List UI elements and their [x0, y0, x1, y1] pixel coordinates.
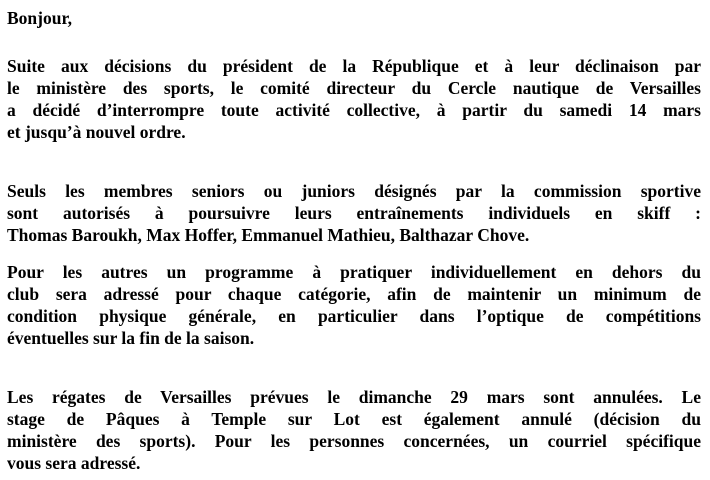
paragraph-suspension — [7, 55, 701, 143]
paragraph-authorized-members — [7, 180, 701, 246]
paragraph-line: Thomas Baroukh, Max Hoffer, Emmanuel Mathieu, Balthazar Chove. — [7, 225, 530, 245]
paragraph-line: Les régates de Versailles prévues le dimanche 29 mars sont annulées. Le — [7, 387, 701, 407]
paragraph-training-program — [7, 261, 701, 349]
paragraph-line: Seuls les membres seniors ou juniors désignés par la commission sportive — [7, 181, 701, 201]
greeting: Bonjour, — [7, 8, 73, 28]
paragraph-line: et jusqu’à nouvel ordre. — [7, 122, 186, 142]
paragraph-line: stage de Pâques à Temple sur Lot est également annulé (décision du — [7, 409, 701, 429]
paragraph-line: éventuelles sur la fin de la saison. — [7, 328, 255, 348]
paragraph-line: condition physique générale, en particulier dans l’optique de compétitions — [7, 306, 701, 326]
paragraph-line: ministère des sports). Pour les personnes concernées, un courriel spécifique — [7, 431, 701, 451]
paragraph-line: vous sera adressé. — [7, 453, 141, 473]
paragraph-line: sont autorisés à poursuivre leurs entraînements individuels en skiff : — [7, 203, 701, 223]
paragraph-line: club sera adressé pour chaque catégorie, afin de maintenir un minimum de — [7, 284, 701, 304]
paragraph-line: Pour les autres un programme à pratiquer individuellement en dehors du — [7, 262, 701, 282]
paragraph-line: Suite aux décisions du président de la République et à leur déclinaison par — [7, 56, 701, 76]
paragraph-line: le ministère des sports, le comité directeur du Cercle nautique de Versailles — [7, 78, 701, 98]
paragraph-line: a décidé d’interrompre toute activité collective, à partir du samedi 14 mars — [7, 100, 701, 120]
paragraph-cancellations — [7, 386, 701, 474]
